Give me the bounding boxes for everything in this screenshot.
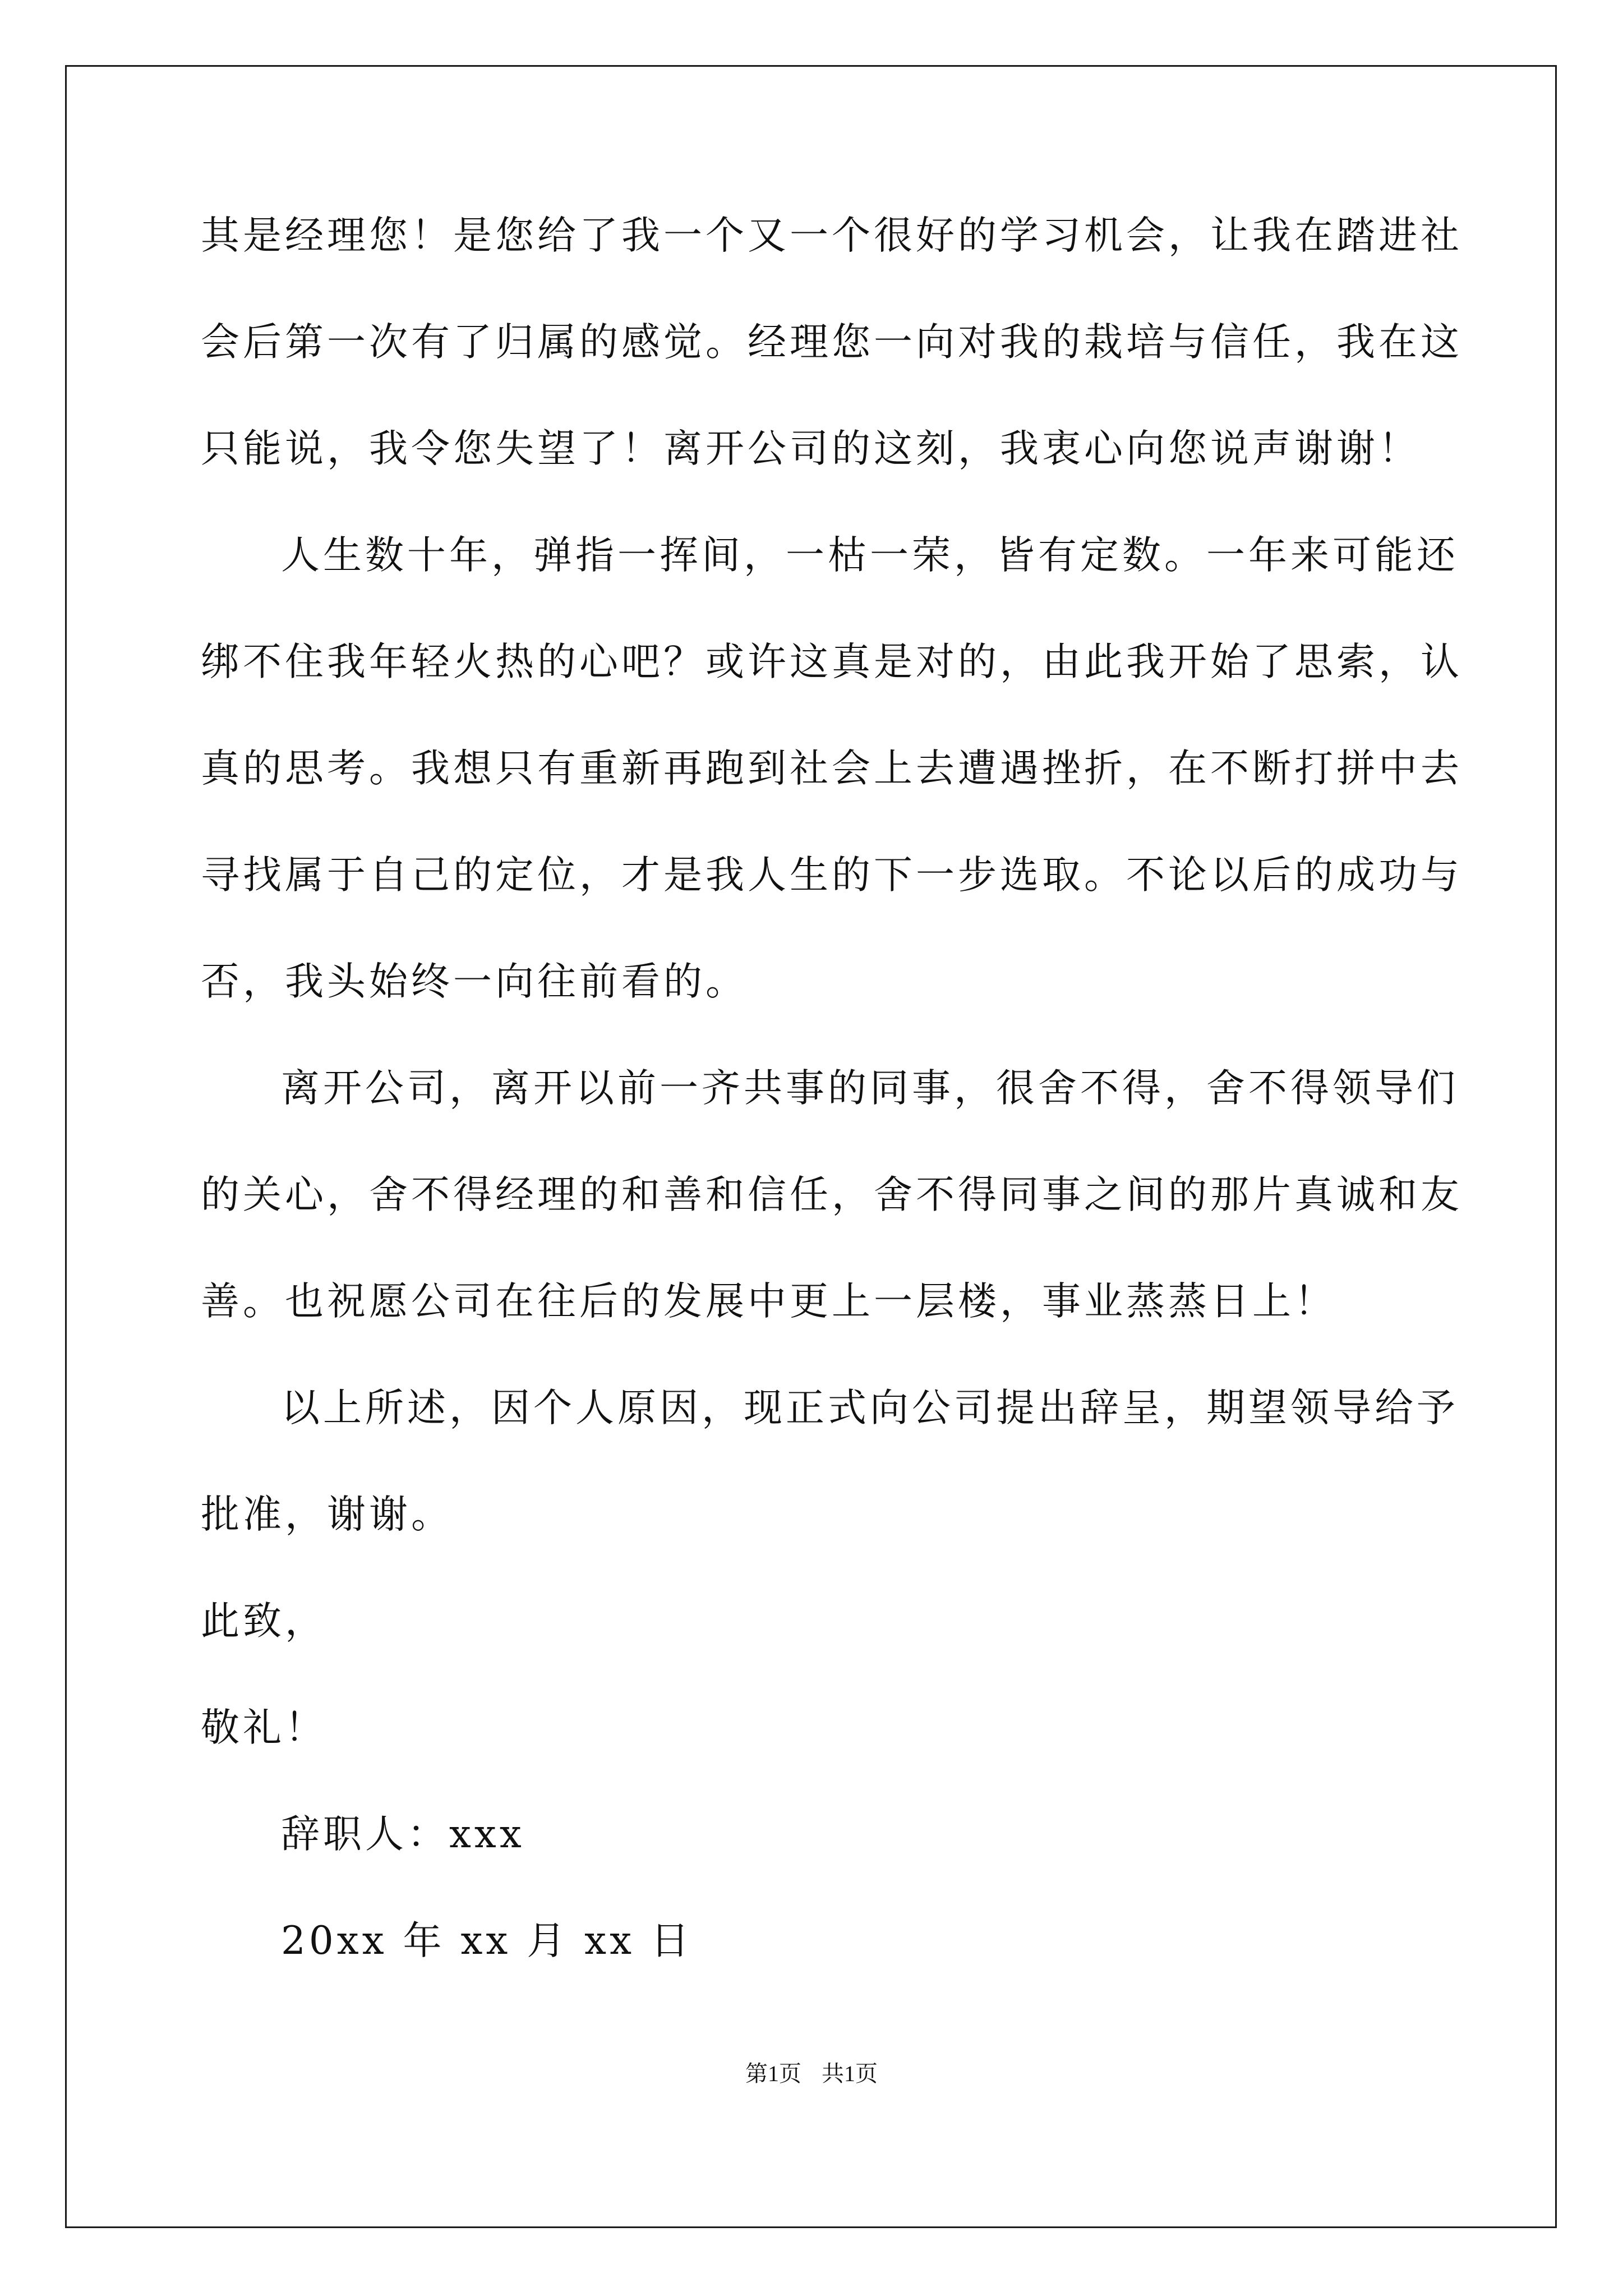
paragraph-line: 否，我头始终一向往前看的。 — [201, 959, 748, 1004]
closing-regards: 敬礼！ — [201, 1705, 327, 1750]
page-footer — [0, 2060, 1623, 2088]
paragraph-line: 批准，谢谢。 — [201, 1492, 453, 1537]
paragraph-line: 真的思考。我想只有重新再跑到社会上去遭遇挫折，在不断打拼中去 — [201, 746, 1463, 791]
paragraph-line: 绑不住我年轻火热的心吧？或许这真是对的，由此我开始了思索，认 — [201, 639, 1463, 684]
paragraph-line: 的关心，舍不得经理的和善和信任，舍不得同事之间的那片真诚和友 — [201, 1172, 1463, 1217]
paragraph-line: 其是经理您！是您给了我一个又一个很好的学习机会，让我在踏进社 — [201, 213, 1463, 258]
paragraph-line: 只能说，我令您失望了！离开公司的这刻，我衷心向您说声谢谢！ — [201, 426, 1421, 471]
paragraph-line: 寻找属于自己的定位，才是我人生的下一步选取。不论以后的成功与 — [201, 853, 1463, 898]
closing-salutation: 此致， — [201, 1599, 327, 1644]
paragraph-line: 会后第一次有了归属的感觉。经理您一向对我的栽培与信任，我在这 — [201, 320, 1463, 365]
paragraph-line: 以上所述，因个人原因，现正式向公司提出辞呈，期望领导给予 — [281, 1386, 1459, 1430]
signature-line: 辞职人：xxx — [281, 1812, 525, 1857]
page-total: 共1页 — [822, 2061, 878, 2086]
paragraph-line: 离开公司，离开以前一齐共事的同事，很舍不得，舍不得领导们 — [281, 1066, 1459, 1111]
paragraph-line: 人生数十年，弹指一挥间，一枯一荣，皆有定数。一年来可能还 — [281, 533, 1459, 578]
page-border — [65, 65, 1557, 2228]
date-line: 20xx 年 xx 月 xx 日 — [281, 1918, 693, 1963]
page-number: 第1页 — [745, 2061, 801, 2086]
paragraph-line: 善。也祝愿公司在往后的发展中更上一层楼，事业蒸蒸日上！ — [201, 1279, 1336, 1324]
